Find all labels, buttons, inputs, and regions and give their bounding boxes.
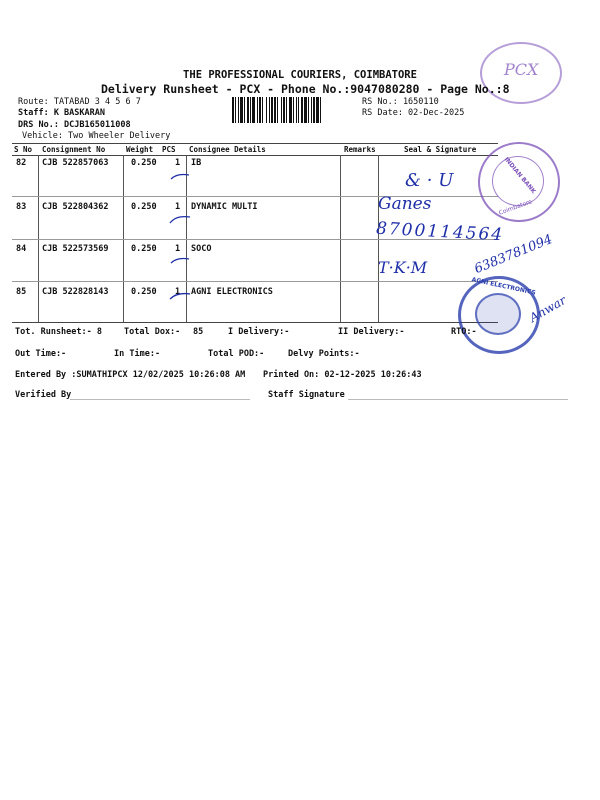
phone-number-1: 8700114564 — [375, 218, 505, 246]
total-dox-value: 85 — [193, 327, 204, 337]
barcode-bar — [293, 97, 294, 123]
out-time: Out Time:- — [15, 349, 67, 359]
phone-number-2: 6383781094 — [472, 232, 555, 277]
pcx-stamp-text: PCX — [504, 60, 539, 79]
pen-ticks — [165, 165, 195, 305]
barcode-bar — [244, 97, 245, 123]
total-pod: Total POD:- — [208, 349, 265, 359]
table-bottom-rule — [12, 322, 498, 323]
row-consignee: AGNI ELECTRONICS — [191, 287, 273, 297]
printed-on: Printed On: 02-12-2025 10:26:43 — [263, 370, 422, 380]
agni-seal-inner-ring — [475, 293, 521, 335]
row-consignment: CJB 522573569 — [42, 244, 109, 254]
in-time: In Time:- — [114, 349, 161, 359]
tot-runsheet: Tot. Runsheet:- 8 — [15, 327, 102, 337]
barcode-bar — [259, 97, 261, 123]
barcode-bar — [281, 97, 282, 123]
barcode-bar — [235, 97, 236, 123]
barcode-bar — [262, 97, 263, 123]
table-top-rule — [12, 143, 498, 144]
barcode-bar — [283, 97, 285, 123]
col-weight: Weight — [126, 145, 154, 154]
col-remarks: Remarks — [344, 145, 376, 154]
signature-row2: Ganes — [378, 194, 432, 214]
barcode-bar — [296, 97, 297, 123]
bank-seal-stamp — [478, 142, 560, 222]
barcode-bar — [308, 97, 309, 123]
vehicle: Vehicle: Two Wheeler Delivery — [22, 131, 171, 141]
i-delivery: I Delivery:- — [228, 327, 290, 337]
row-weight: 0.250 — [131, 202, 157, 212]
row-consignee: IB — [191, 158, 202, 168]
col-consignee: Consignee Details — [189, 145, 266, 154]
col-sno: S No — [14, 145, 33, 154]
signature-row4: Anwar — [527, 293, 569, 325]
barcode-bar — [250, 97, 251, 123]
barcode-bar — [238, 97, 239, 123]
col-consignment: Consignment No — [42, 145, 106, 154]
row-sno: 85 — [16, 287, 27, 297]
company-name: THE PROFESSIONAL COURIERS, COIMBATORE — [183, 69, 417, 81]
barcode-bar — [286, 97, 287, 123]
row-pcs: 1 — [175, 202, 181, 212]
barcode-bar — [252, 97, 255, 123]
row-weight: 0.250 — [131, 158, 157, 168]
barcode-bar — [274, 97, 276, 123]
row-consignment: CJB 522857063 — [42, 158, 109, 168]
total-dox-label: Total Dox:- — [124, 327, 181, 337]
row-sno: 84 — [16, 244, 27, 254]
rs-date: RS Date: 02-Dec-2025 — [362, 108, 465, 118]
staff-signature: Staff Signature — [268, 390, 345, 400]
rto: RTO:- — [451, 327, 477, 337]
barcode-bar — [298, 97, 299, 123]
barcode-bar — [257, 97, 258, 123]
col-pcs: PCS — [162, 145, 176, 154]
route: Route: TATABAD 3 4 5 6 7 — [18, 97, 141, 107]
barcode-bar — [304, 97, 307, 123]
agni-seal-text: AGNI ELECTRONICS — [470, 276, 537, 297]
row-rule — [12, 281, 498, 282]
table-header-rule — [12, 155, 498, 156]
barcode-bar — [240, 97, 243, 123]
barcode-bar — [316, 97, 319, 123]
staff-signature-line — [348, 399, 568, 400]
barcode-bar — [311, 97, 312, 123]
delvy-points: Delvy Points:- — [288, 349, 360, 359]
agni-seal-stamp — [458, 276, 540, 354]
entered-by: Entered By :SUMATHIPCX 12/02/2025 10:26:08 AM — [15, 370, 246, 380]
barcode-bar — [301, 97, 303, 123]
barcode-bar — [320, 97, 321, 123]
ii-delivery: II Delivery:- — [338, 327, 405, 337]
row-weight: 0.250 — [131, 287, 157, 297]
barcode-bar — [232, 97, 234, 123]
signature-row1: & · U — [405, 170, 454, 191]
row-consignee: SOCO — [191, 244, 212, 254]
row-consignment: CJB 522828143 — [42, 287, 109, 297]
barcode-bar — [313, 97, 315, 123]
verified-by-line — [70, 399, 250, 400]
barcode-bar — [277, 97, 278, 123]
verified-by: Verified By — [15, 390, 72, 400]
row-sno: 83 — [16, 202, 27, 212]
barcode — [232, 97, 358, 123]
bank-seal-outer-text: INDIAN BANK — [502, 156, 537, 196]
bank-seal-inner-text: Coimbatore — [497, 198, 534, 217]
barcode-bar — [266, 97, 267, 123]
row-consignee: DYNAMIC MULTI — [191, 202, 258, 212]
col-seal: Seal & Signature — [404, 145, 477, 154]
row-consignment: CJB 522804362 — [42, 202, 109, 212]
row-pcs: 1 — [175, 244, 181, 254]
barcode-bar — [269, 97, 270, 123]
row-sno: 82 — [16, 158, 27, 168]
staff: Staff: K BASKARAN — [18, 108, 105, 118]
row-pcs: 1 — [175, 158, 181, 168]
runsheet-title: Delivery Runsheet - PCX - Phone No.:9047080280 - Page No.:8 — [101, 82, 510, 96]
row-pcs: 1 — [175, 287, 181, 297]
drs-no: DRS No.: DCJB165011008 — [18, 120, 131, 130]
rs-no: RS No.: 1650110 — [362, 97, 439, 107]
bank-seal-inner-ring — [492, 156, 544, 206]
signature-row3: T·K·M — [378, 258, 428, 277]
barcode-bar — [289, 97, 292, 123]
barcode-bar — [247, 97, 249, 123]
row-weight: 0.250 — [131, 244, 157, 254]
barcode-bar — [271, 97, 273, 123]
